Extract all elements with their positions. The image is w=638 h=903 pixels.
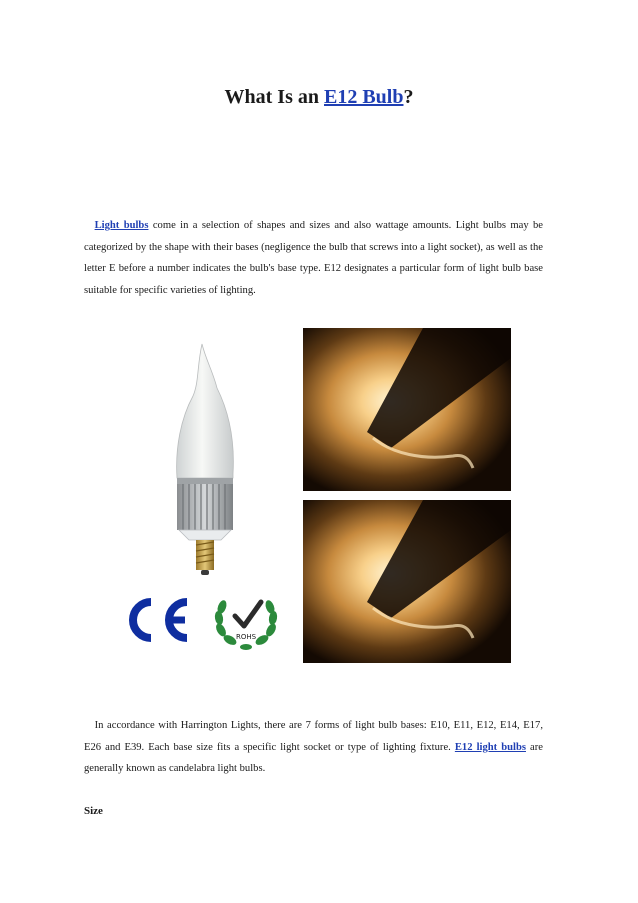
glowing-bulb-icon (303, 500, 511, 663)
bulb-product-panel (93, 328, 303, 663)
e12-light-bulbs-link[interactable]: E12 light bulbs (454, 741, 526, 753)
glowing-bulb-icon (303, 328, 511, 491)
ce-mark-icon (121, 596, 195, 644)
size-heading: Size (84, 805, 103, 817)
rohs-logo-text: ROHS (235, 633, 257, 641)
title-suffix: ? (403, 86, 414, 108)
intro-paragraph (84, 215, 543, 301)
photo-divider (303, 491, 511, 500)
bases-paragraph (84, 715, 543, 780)
product-figure (93, 328, 511, 663)
lit-bulb-photo-top (303, 328, 511, 491)
light-bulbs-link[interactable]: Light bulbs (94, 220, 149, 231)
page-title (0, 86, 638, 109)
e12-bulb-link[interactable]: E12 Bulb (324, 86, 404, 108)
rohs-seal-icon (211, 590, 281, 654)
title-prefix: What Is an (224, 86, 324, 108)
bases-text: In accordance with Harrington Lights, there are 7 forms of light bulb bases: E10, E11, E12, E14, E17, E26 and E39. Each base size fits a specific light socket or type of lighting fixture. (84, 720, 543, 753)
lit-bulb-photo-bottom (303, 500, 511, 663)
bases-tail: are generally known as candelabra light bulbs. (84, 741, 543, 774)
intro-text: come in a selection of shapes and sizes and also wattage amounts. Light bulbs may be categorized by the shape with their bases (negligence the bulb that screws into a light socket), as well as the letter E before a number indicates the bulb's base type. E12 designates a particular form of light bulb base suitable for specific varieties of lighting. (84, 220, 543, 296)
